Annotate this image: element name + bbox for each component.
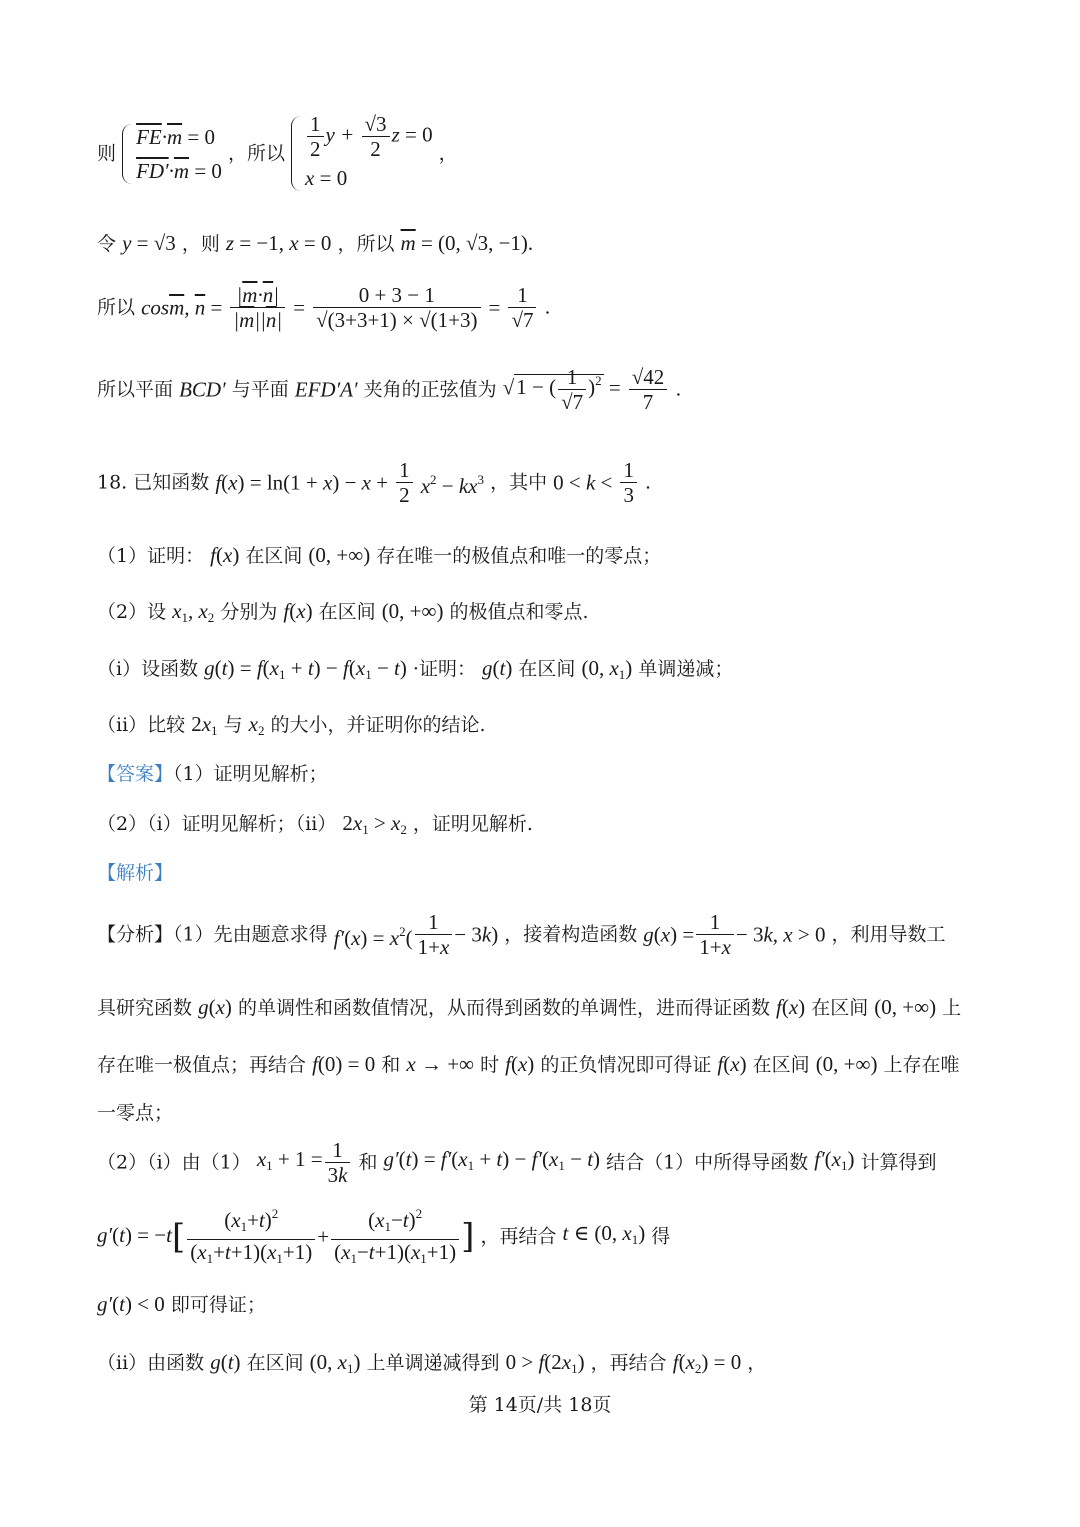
p2-mid: 分别为 (220, 601, 278, 623)
s3-suffix2: 得 (651, 1225, 671, 1248)
part-1: （1）证明： f(x) 在区间 (0, +∞) 存在唯一的极值点和唯一的零点； (97, 543, 662, 567)
answer-2a: （2）（i）证明见解析；（ii） (97, 813, 337, 835)
analysis-line-4 (97, 1098, 983, 1128)
line-sine: 所以平面 BCD′ 与平面 EFD′A′ 夹角的正弦值为 √1 − ( $\frac{1}{√7}$ )$^2$ = $\frac{√42}{7}$ . (97, 365, 682, 414)
line-let-y: 令 y = √3 ，则 z = −1, x = 0 ，所以 $\overline{m} = (0$, √3, −1). (97, 231, 534, 255)
pi-suffix: 单调递减； (638, 658, 734, 680)
text-plane2: 与平面 (231, 378, 289, 401)
pii-prefix: （ii）比较 (97, 714, 186, 736)
fx-2a: 具研究函数 (97, 997, 193, 1019)
page-footer: 第 14页/共 18页 (468, 1394, 612, 1416)
s3-suffix: ，再结合 (480, 1225, 557, 1248)
s5-b: 在区间 (246, 1352, 304, 1374)
answer-tag: 【答案】 (97, 763, 174, 785)
s5-d: ，再结合 (590, 1352, 667, 1374)
analysis-line-2: 具研究函数 g(x) 的单调性和函数值情况，从而得到函数的单调性，进而得证函数 f(x) 在区间 (0, +∞) 上 (97, 995, 962, 1019)
fenxi-tag: 【分析】 (97, 923, 174, 946)
fx-1a: （1）先由题意求得 (173, 923, 328, 946)
pii-suffix: 的大小，并证明你的结论. (270, 714, 486, 736)
fx-3a: 存在唯一极值点；再结合 (97, 1054, 307, 1076)
part-2-i: （i）设函数 $g(t) = f(x_1 + t) - f(x_1 - t)$ ·证明： g(t) 在区间 (0, $x_1$) 单调递减； (97, 656, 734, 682)
fx-3c: 时 (480, 1054, 500, 1076)
fx-1b: ，接着构造函数 (504, 923, 638, 946)
jiexi-line (97, 858, 983, 888)
solution-line-4: （ii）由函数 g(t) 在区间 (0, $x_1$) 上单调递减得到 $0 > f(2x_1)$ ，再结合 $f(x_2) = 0$ ， (97, 1350, 767, 1376)
p1-prefix: （1）证明： (97, 545, 205, 567)
equation-system-2: $\frac{1}{2}$ y + $\frac{√3}{2}$ z = 0 x = 0 (291, 112, 433, 195)
p2-suffix: 的极值点和零点. (449, 601, 589, 623)
fx-3b: 和 (381, 1054, 401, 1076)
text-suoyi3: 所以 (97, 296, 136, 319)
s2-c: 结合（1）中所得导函数 (606, 1151, 809, 1174)
solution-line-3: g′(t) < 0 即可得证； (97, 1292, 266, 1316)
line-cos: 所以 $\cos\overline{m}$, $\overline{n}$ = $\frac{|\overline{m}\cdot\overline{n}|}{|\overline{m}||\overline{n}|}$ = $\frac{0 + 3 - 1}{√(3+3+1) \times √(1+3)}$ = $\frac{1}{√7}$ . (97, 283, 551, 332)
fx-3e: 在区间 (752, 1054, 810, 1076)
text-ze2: ，则 (181, 233, 220, 255)
part-2: （2）设 $x_1$, $x_2$ 分别为 f(x) 在区间 (0, +∞) 的极值点和零点. (97, 599, 589, 625)
s5-a: （ii）由函数 (97, 1352, 205, 1374)
q18-prefix: 18. 已知函数 (97, 471, 210, 494)
text-suoyi2: ，所以 (337, 233, 395, 255)
solution-line-1: （2）（i）由（1） $x_1 + 1$ = $\frac{1}{3k}$ 和 $g'(t) = f'(x_1 + t) - f'(x_1 - t)$ 结合（1）中所得导函数 $f'(x_1)$ 计算得到 (97, 1138, 937, 1187)
fx-3f: 上存在唯 (883, 1054, 960, 1076)
p2-mid2: 在区间 (318, 601, 376, 623)
text-suoyi: ，所以 (227, 142, 285, 165)
answer-line-1 (97, 759, 983, 789)
text-plane1: 所以平面 (97, 378, 174, 401)
fx-3d: 的正负情况即可得证 (540, 1054, 712, 1076)
s2-d: 计算得到 (860, 1151, 937, 1174)
equation-system-1: $\overline{FE}\cdot\overline{m} = 0$ $FD'\cdot\overline{m} = 0$ (122, 120, 222, 188)
fx-2b: 的单调性和函数值情况，从而得到函数的单调性，进而得证函数 (237, 997, 770, 1019)
pii-mid: 与 (223, 714, 243, 736)
pi-mid2: 在区间 (518, 658, 576, 680)
jiexi-tag: 【解析】 (97, 862, 174, 884)
text-sine-label: 夹角的正弦值为 (363, 378, 497, 401)
fx-1c: ，利用导数工 (831, 923, 946, 946)
p2-prefix: （2）设 (97, 601, 167, 623)
answer-1: （1）证明见解析； (173, 763, 328, 785)
s4-suffix: 即可得证； (170, 1294, 266, 1316)
pi-prefix: （i）设函数 (97, 658, 199, 680)
p1-mid: 在区间 (245, 545, 303, 567)
q18-mid: ，其中 (490, 471, 548, 494)
solution-line-2: g′(t) = −t[ $\frac{(x_1+t)^2}{(x_1+t+1)(x_1+1)}$ + $\frac{(x_1-t)^2}{(x_1-t+1)(x_1+1)}$ ] ，再结合 t ∈ (0, $x_1$) 得 (97, 1202, 983, 1268)
fx-4: 一零点； (97, 1102, 174, 1124)
fx-2c: 在区间 (811, 997, 869, 1019)
part-2-ii: （ii）比较 $2x_1$ 与 $x_2$ 的大小，并证明你的结论. (97, 712, 486, 738)
analysis-line-1: 【分析】（1）先由题意求得 $f'(x) = x^2$( $\frac{1}{1+x}$ − 3k) ，接着构造函数 g(x) = $\frac{1}{1+x}$ − 3k, x > 0 ，利用导数工 (97, 910, 946, 959)
text-ling: 令 (97, 233, 117, 255)
answer-line-2: （2）（i）证明见解析；（ii） $2x_1 > x_2$ ，证明见解析. (97, 811, 533, 837)
line-system: 则 $\overline{FE}\cdot\overline{m} = 0$ $FD'\cdot\overline{m} = 0$ ，所以 $\frac{1}{2}$ y + $\frac{√3}{2}$ z = 0 x = 0 ， (97, 112, 983, 208)
p1-suffix: 存在唯一的极值点和唯一的零点； (376, 545, 662, 567)
text-ze: 则 (97, 142, 117, 165)
question-18: 18. 已知函数 f(x) = ln(1 + x) − x + $\frac{1}{2}$ $x^2 - kx^3$ ，其中 0 < k < $\frac{1}{3}$ . (97, 458, 652, 507)
fx-2d: 上 (942, 997, 962, 1019)
answer-2b: ，证明见解析. (412, 813, 533, 835)
pi-mid: ·证明： (412, 658, 476, 680)
s5-c: 上单调递减得到 (366, 1352, 500, 1374)
s2-a: （2）（i）由（1） (97, 1151, 251, 1174)
analysis-line-3: 存在唯一极值点；再结合 f(0) = 0 和 x → +∞ 时 f(x) 的正负情况即可得证 f(x) 在区间 (0, +∞) 上存在唯 (97, 1052, 960, 1076)
s5-e: ， (747, 1352, 767, 1374)
s2-b: 和 (358, 1151, 378, 1174)
